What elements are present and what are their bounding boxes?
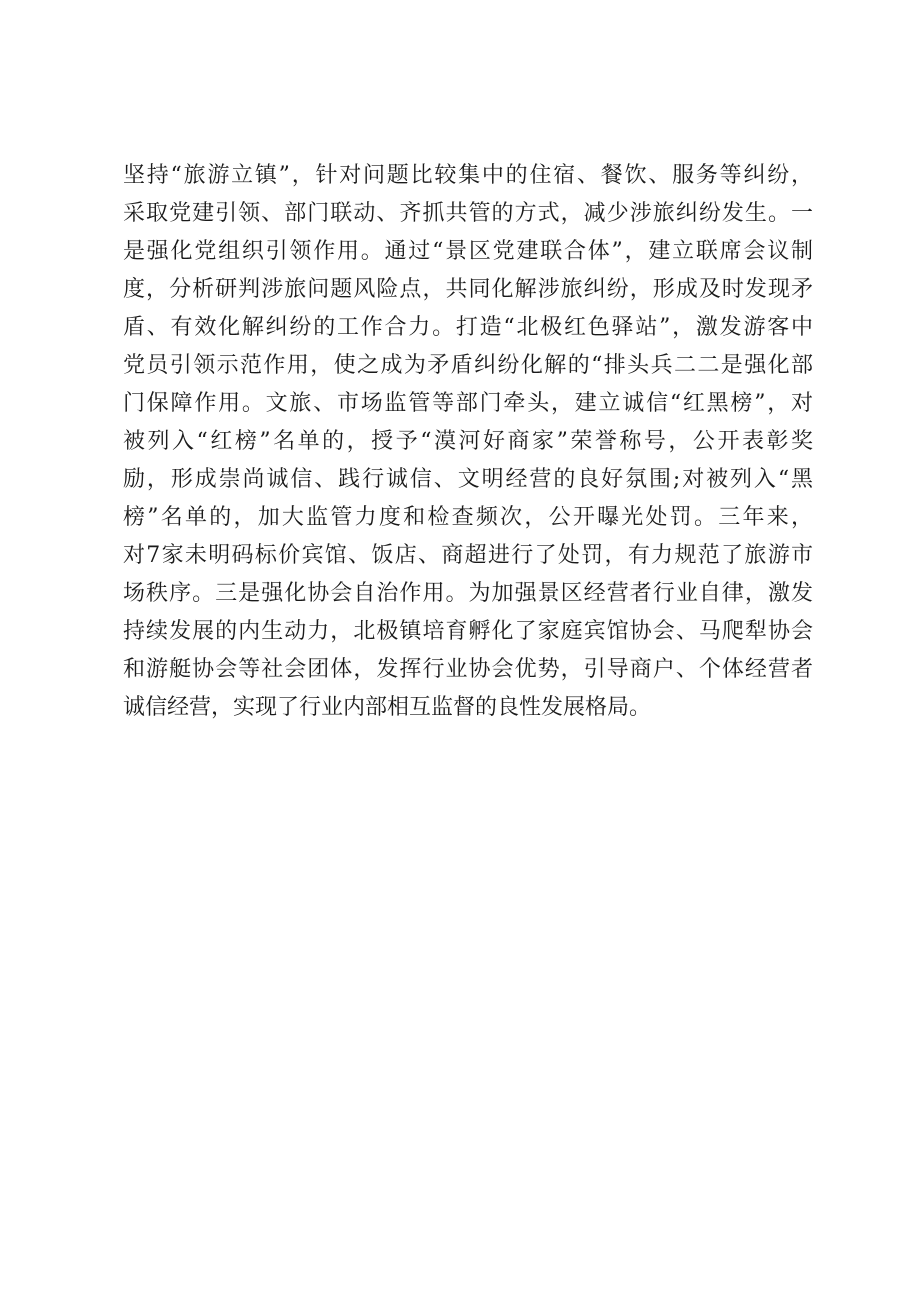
- paragraph-line-6: 党员引领示范作用，使之成为矛盾纠纷化解的“排头兵二二是强化部: [123, 353, 813, 378]
- paragraph-line-2: 采取党建引领、部门联动、齐抓共管的方式，减少涉旅纠纷发生。一: [123, 201, 813, 226]
- paragraph-line-4: 度，分析研判涉旅问题风险点，共同化解涉旅纠纷，形成及时发现矛: [123, 277, 813, 302]
- paragraph-line-7: 门保障作用。文旅、市场监管等部门牵头，建立诚信“红黑榜”，对: [123, 391, 813, 416]
- paragraph-line-12: 场秩序。三是强化协会自治作用。为加强景区经营者行业自律，激发: [123, 581, 813, 606]
- paragraph-line-1: 坚持“旅游立镇”，针对问题比较集中的住宿、餐饮、服务等纠纷，: [123, 163, 813, 188]
- paragraph-line-10: 榜”名单的，加大监管力度和检查频次，公开曝光处罚。三年来，: [123, 505, 813, 530]
- body-paragraph: [123, 157, 813, 727]
- paragraph-line-5: 盾、有效化解纠纷的工作合力。打造“北极红色驿站”，激发游客中: [123, 315, 813, 340]
- paragraph-line-13: 持续发展的内生动力，北极镇培育孵化了家庭宾馆协会、马爬犁协会: [123, 619, 813, 644]
- paragraph-line-8: 被列入“红榜”名单的，授予“漠河好商家”荣誉称号，公开表彰奖: [123, 429, 813, 454]
- paragraph-line-9: 励，形成崇尚诚信、践行诚信、文明经营的良好氛围;对被列入“黑: [123, 467, 813, 492]
- paragraph-line-15: 诚信经营，实现了行业内部相互监督的良性发展格局。: [123, 695, 652, 720]
- paragraph-line-14: 和游艇协会等社会团体，发挥行业协会优势，引导商户、个体经营者: [123, 657, 813, 682]
- paragraph-line-11: 对7家未明码标价宾馆、饭店、商超进行了处罚，有力规范了旅游市: [123, 543, 813, 568]
- paragraph-line-3: 是强化党组织引领作用。通过“景区党建联合体”，建立联席会议制: [123, 239, 813, 264]
